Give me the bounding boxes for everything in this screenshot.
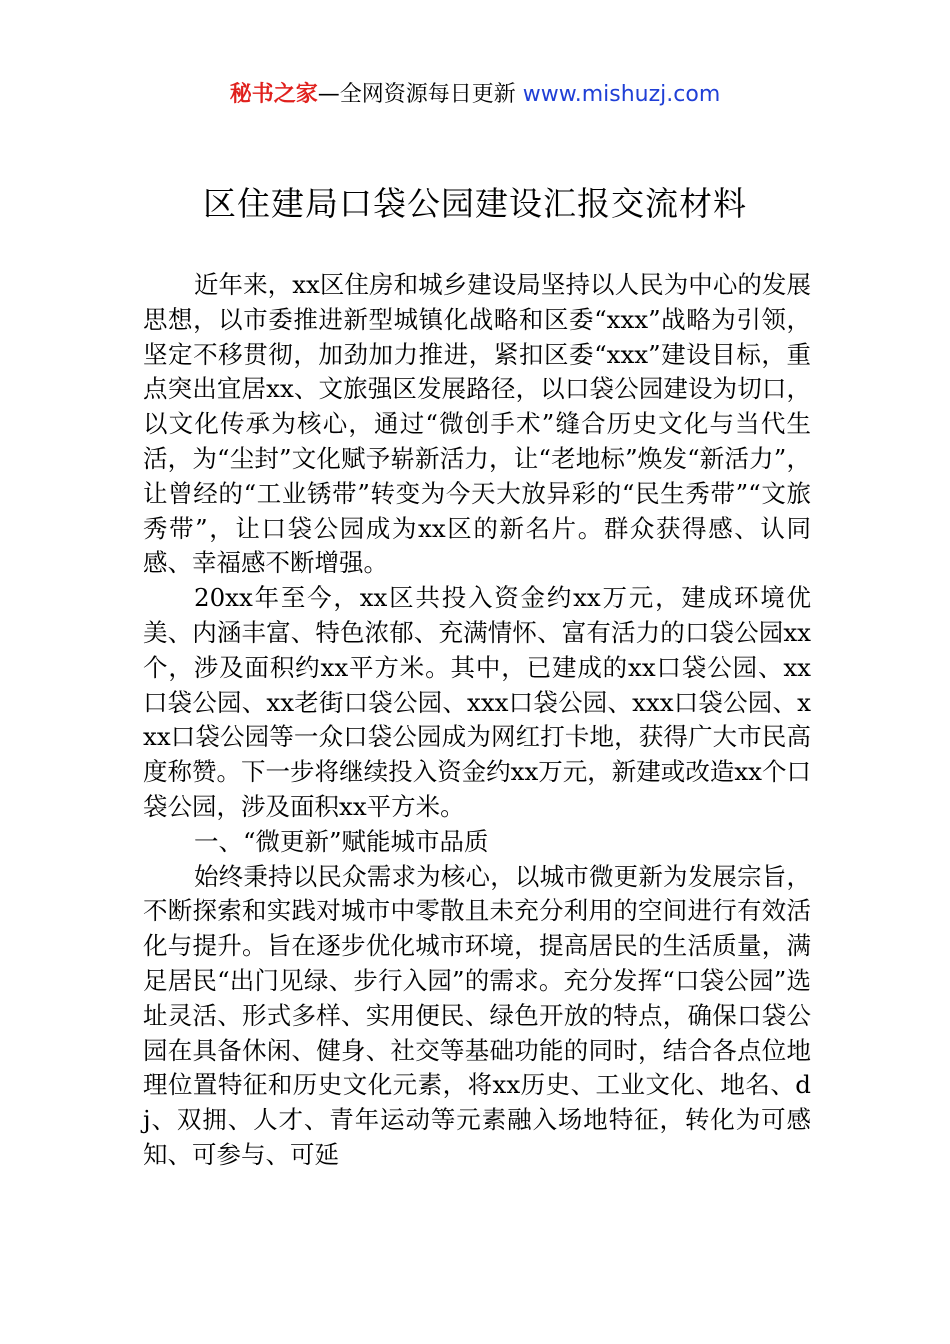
body-paragraph-investment: 20xx年至今，xx区共投入资金约xx万元，建成环境优美、内涵丰富、特色浓郁、充满情怀、富有活力的口袋公园xx个，涉及面积约xx平方米。其中，已建成的xx口袋公园、xx口袋公园、xx老街口袋公园、xxx口袋公园、xxx口袋公园、xxx口袋公园等一众口袋公园成为网红打卡地，获得广大市民高度称赞。下一步将继续投入资金约xx万元，新建或改造xx个口袋公园，涉及面积xx平方米。	[143, 583, 811, 821]
document-title: 区住建局口袋公园建设汇报交流材料	[203, 184, 747, 223]
section-heading: 一、“微更新”赋能城市品质	[194, 826, 489, 856]
site-tagline: —全网资源每日更新	[317, 82, 523, 107]
document-body	[143, 268, 811, 1173]
site-brand: 秘书之家	[229, 82, 318, 107]
section-paragraph: 始终秉持以民众需求为核心，以城市微更新为发展宗旨，不断探索和实践对城市中零散且未充分利用的空间进行有效活化与提升。旨在逐步优化城市环境，提高居民的生活质量，满足居民“出门见绿、步行入园”的需求。充分发挥“口袋公园”选址灵活、形式多样、实用便民、绿色开放的特点，确保口袋公园在具备休闲、健身、社交等基础功能的同时，结合各点位地理位置特征和历史文化元素，将xx历史、工业文化、地名、dj、双拥、人才、青年运动等元素融入场地特征，转化为可感知、可参与、可延	[143, 861, 811, 1169]
site-url-link[interactable]: www.mishuzj.com	[522, 82, 721, 107]
site-header	[0, 78, 950, 112]
body-paragraph-intro: 近年来，xx区住房和城乡建设局坚持以人民为中心的发展思想，以市委推进新型城镇化战略和区委“xxx”战略为引领，坚定不移贯彻，加劲加力推进，紧扣区委“xxx”建设目标，重点突出宜居xx、文旅强区发展路径，以口袋公园建设为切口，以文化传承为核心，通过“微创手术”缝合历史文化与当代生活，为“尘封”文化赋予崭新活力，让“老地标”焕发“新活力”，让曾经的“工业锈带”转变为今天大放异彩的“民生秀带”“文旅秀带”，让口袋公园成为xx区的新名片。群众获得感、认同感、幸福感不断增强。	[143, 270, 811, 578]
